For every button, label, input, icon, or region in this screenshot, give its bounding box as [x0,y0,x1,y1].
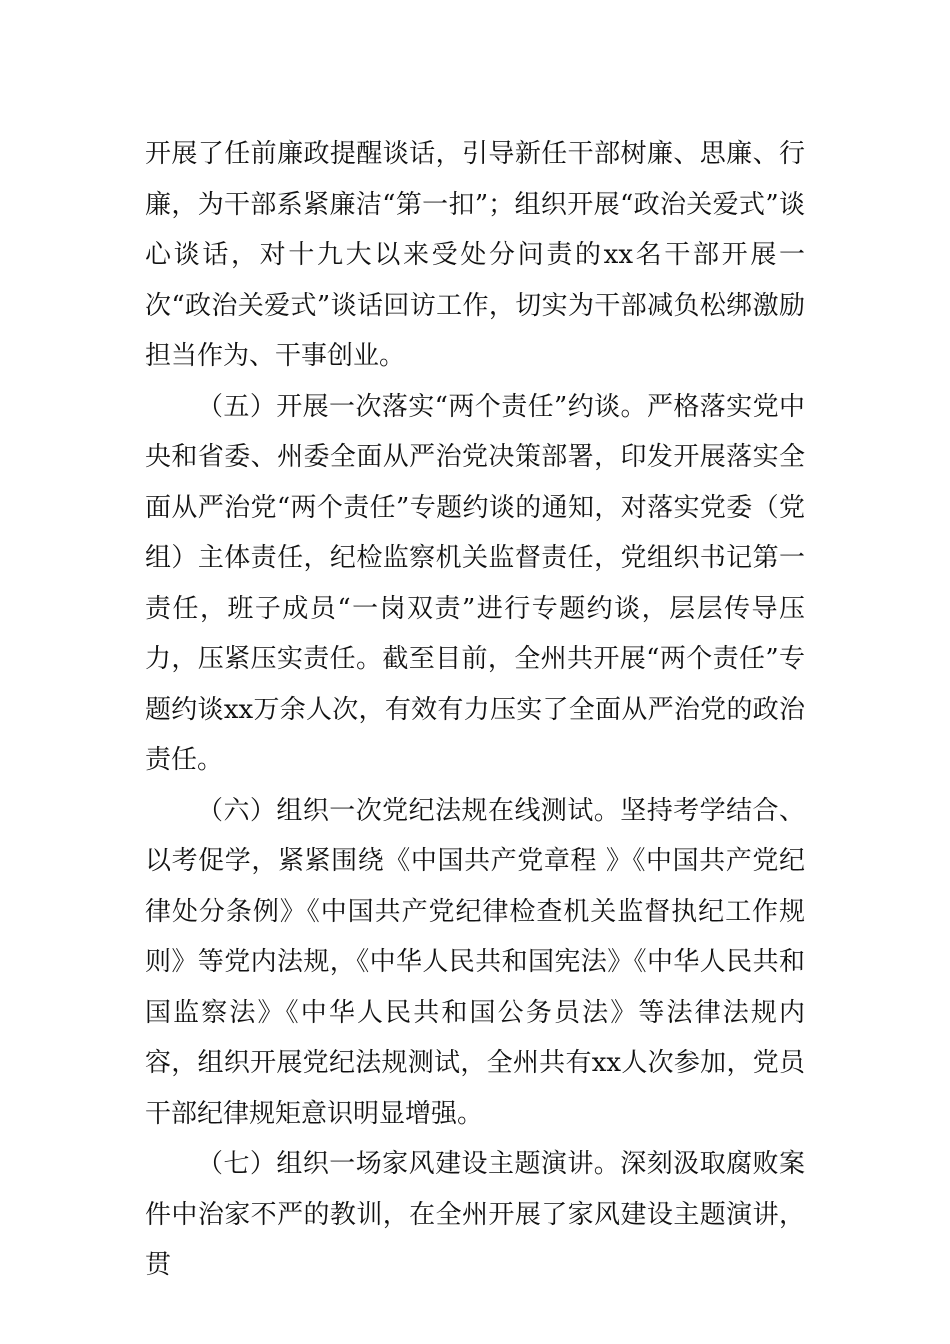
document-body [145,129,805,1291]
paragraph-section-five: （五）开展一次落实“两个责任”约谈。严格落实党中央和省委、州委全面从严治党决策部署，印发开展落实全面从严治党“两个责任”专题约谈的通知，对落实党委（党组）主体责任，纪检监察机关监督责任，党组织书记第一责任，班子成员“一岗双责”进行专题约谈，层层传导压力，压紧压实责任。截至目前，全州共开展“两个责任”专题约谈xx万余人次，有效有力压实了全面从严治党的政治责任。 [145,391,805,775]
paragraph-section-seven: （七）组织一场家风建设主题演讲。深刻汲取腐败案件中治家不严的教训，在全州开展了家风建设主题演讲，贯 [145,1149,805,1280]
paragraph-continuation: 开展了任前廉政提醒谈话，引导新任干部树廉、思廉、行廉，为干部系紧廉洁“第一扣”；组织开展“政治关爱式”谈心谈话，对十九大以来受处分问责的xx名干部开展一次“政治关爱式”谈话回访工作，切实为干部减负松绑激励担当作为、干事创业。 [145,139,805,371]
paragraph-section-six: （六）组织一次党纪法规在线测试。坚持考学结合、以考促学，紧紧围绕《中国共产党章程 》《中国共产党纪律处分条例》《中国共产党纪律检查机关监督执纪工作规则》等党内法规，《中华人民共和国宪法》《中华人民共和国监察法》《中华人民共和国公务员法》等法律法规内容，组织开展党纪法规测试，全州共有xx人次参加，党员干部纪律规矩意识明显增强。 [145,795,805,1129]
